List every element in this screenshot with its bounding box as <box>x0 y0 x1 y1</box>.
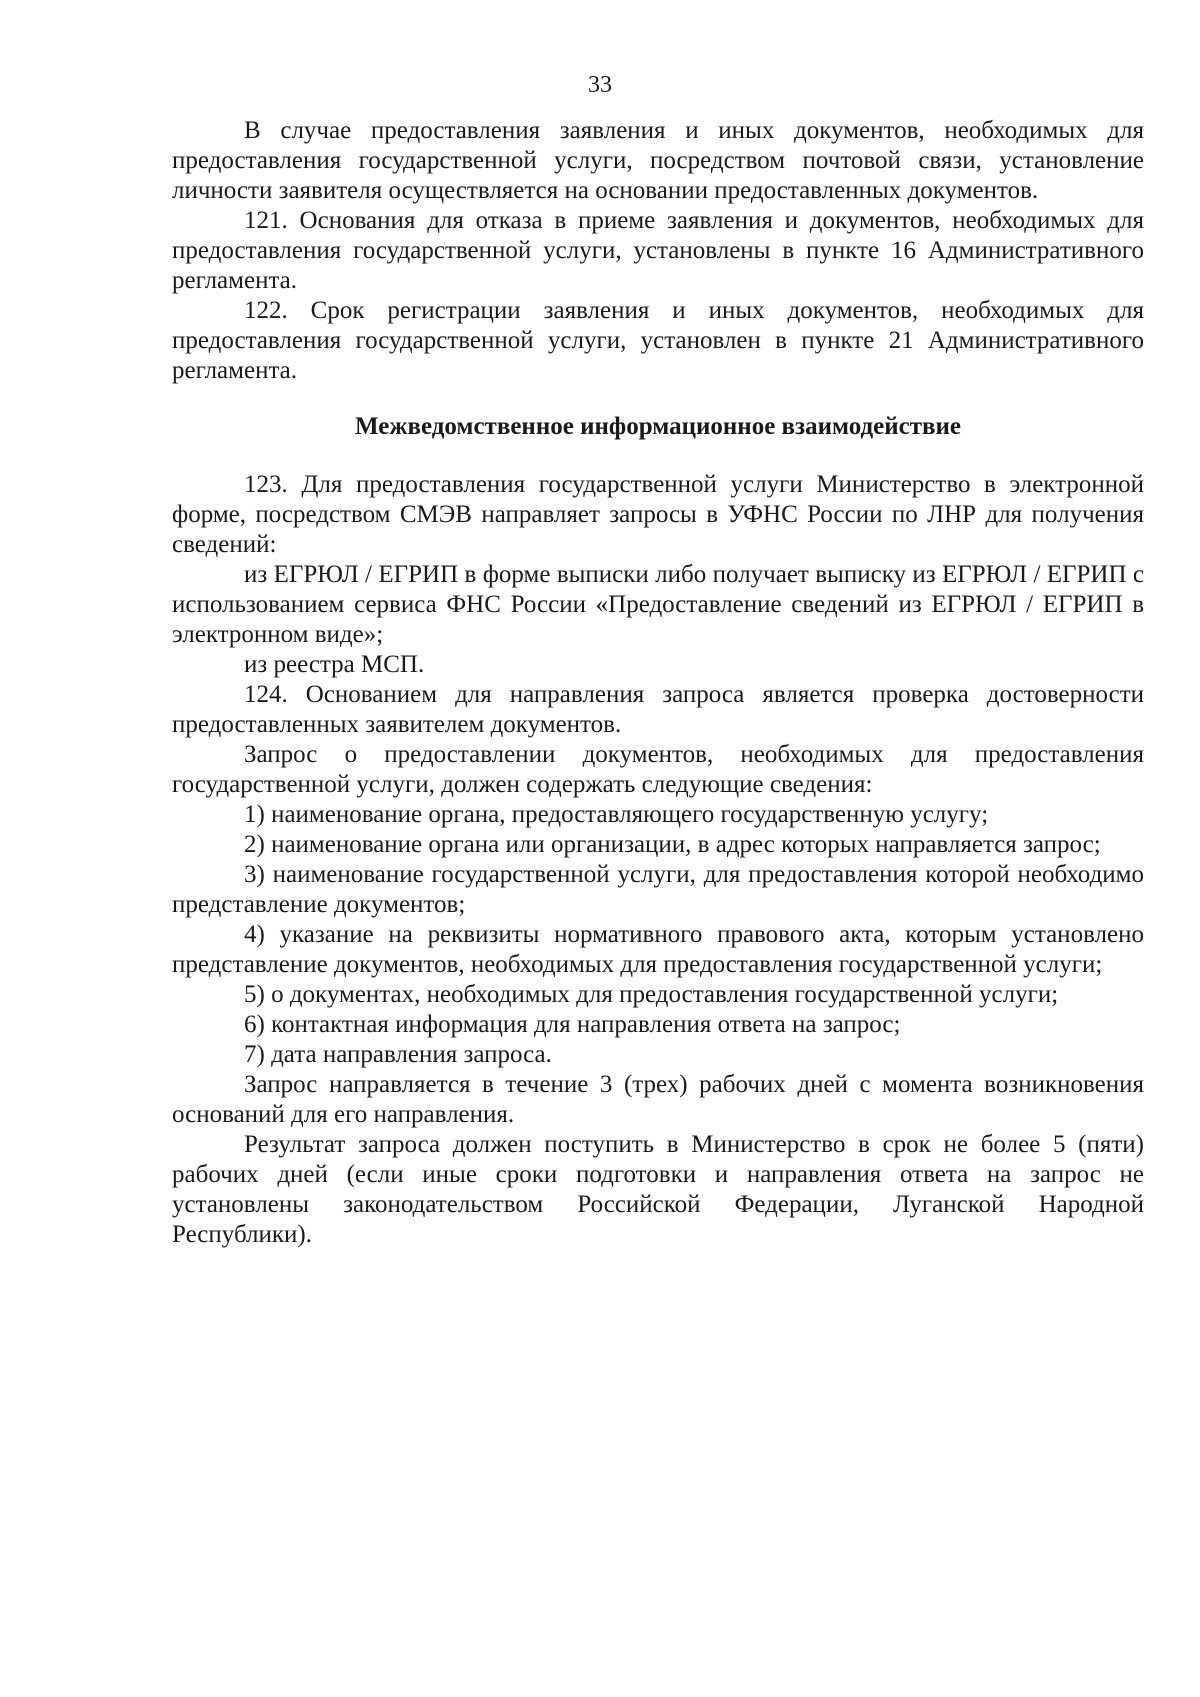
paragraph: 122. Срок регистрации заявления и иных документов, необходимых для предоставления государственной услуги, установлен в пункте 21 Административного регламента. <box>172 297 1144 384</box>
paragraph: Запрос о предоставлении документов, необходимых для предоставления государственной услуги, должен содержать следующие сведения: <box>172 741 1144 798</box>
paragraph: из ЕГРЮЛ / ЕГРИП в форме выписки либо получает выписку из ЕГРЮЛ / ЕГРИП с использованием сервиса ФНС России «Предоставление сведений из ЕГРЮЛ / ЕГРИП в электронном виде»; <box>172 561 1144 648</box>
list-item: 1) наименование органа, предоставляющего государственную услугу; <box>244 801 989 828</box>
list-item: 4) указание на реквизиты нормативного правового акта, которым установлено представление документов, необходимых для предоставления государственной услуги; <box>172 921 1144 978</box>
paragraph: В случае предоставления заявления и иных документов, необходимых для предоставления государственной услуги, посредством почтовой связи, установление личности заявителя осуществляется на основании предоставленных документов. <box>172 117 1144 204</box>
page-number: 33 <box>588 72 612 98</box>
list-item: 3) наименование государственной услуги, для предоставления которой необходимо представление документов; <box>172 861 1144 918</box>
section-heading: Межведомственное информационное взаимодействие <box>355 413 961 440</box>
paragraph: 124. Основанием для направления запроса является проверка достоверности предоставленных заявителем документов. <box>172 681 1144 738</box>
paragraph: 123. Для предоставления государственной услуги Министерство в электронной форме, посредством СМЭВ направляет запросы в УФНС России по ЛНР для получения сведений: <box>172 471 1144 558</box>
list-item: 5) о документах, необходимых для предоставления государственной услуги; <box>244 981 1059 1008</box>
list-item: 2) наименование органа или организации, в адрес которых направляется запрос; <box>244 831 1101 858</box>
document-body <box>172 116 1144 1250</box>
paragraph: Результат запроса должен поступить в Министерство в срок не более 5 (пяти) рабочих дней (если иные сроки подготовки и направления ответа на запрос не установлены законодательством Российской Федерации, Луганской Народной Республики). <box>172 1131 1144 1248</box>
list-item: 6) контактная информация для направления ответа на запрос; <box>244 1011 901 1038</box>
list-item: 7) дата направления запроса. <box>244 1041 552 1068</box>
paragraph: 121. Основания для отказа в приеме заявления и документов, необходимых для предоставления государственной услуги, установлены в пункте 16 Административного регламента. <box>172 207 1144 294</box>
paragraph: из реестра МСП. <box>244 651 425 678</box>
paragraph: Запрос направляется в течение 3 (трех) рабочих дней с момента возникновения оснований для его направления. <box>172 1071 1144 1128</box>
